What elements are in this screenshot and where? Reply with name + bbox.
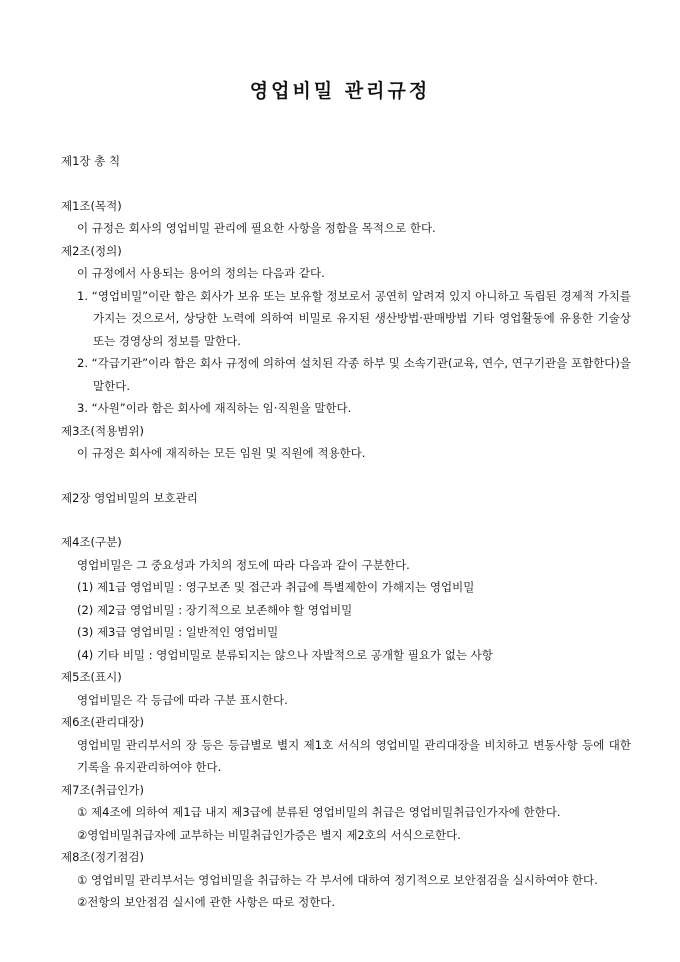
article-7-item: ① 제4조에 의하여 제1급 내지 제3급에 분류된 영업비밀의 취급은 영업비밀취급인가자에 한한다. [77,805,561,819]
article-1-text: 이 규정은 회사의 영업비밀 관리에 필요한 사항을 정함을 목적으로 한다. [77,221,436,235]
article-6-heading: 제6조(관리대장) [61,715,144,729]
document-body [61,150,631,914]
article-2-intro: 이 규정에서 사용되는 용어의 정의는 다음과 같다. [77,266,325,280]
article-2-item: 3. “사원”이라 함은 회사에 재직하는 임·직원을 말한다. [77,401,352,415]
chapter-2-heading: 제2장 영업비밀의 보호관리 [61,490,198,505]
article-3-heading: 제3조(적용범위) [61,423,144,438]
article-4-item: (4) 기타 비밀 : 영업비밀로 분류되지는 않으나 자발적으로 공개할 필요가 없는 사항 [77,647,493,662]
article-8-item: ① 영업비밀 관리부서는 영업비밀을 취급하는 각 부서에 대하여 정기적으로 보안점검을 실시하여야 한다. [77,872,598,887]
article-8-item: ②전항의 보안점검 실시에 관한 사항은 따로 정한다. [77,895,336,909]
article-7-heading: 제7조(취급인가) [61,782,144,797]
article-2-heading: 제2조(정의) [61,243,122,258]
article-2-item: 2. “각급기관”이라 함은 회사 규정에 의하여 설치된 각종 하부 및 소속기관(교육, 연수, 연구기관을 포함한다)을 말한다. [77,356,631,393]
article-4-heading: 제4조(구분) [61,535,122,549]
article-7-item: ②영업비밀취급자에 교부하는 비밀취급인가증은 별지 제2호의 서식으로한다. [77,827,461,842]
article-8-heading: 제8조(정기점검) [61,850,144,864]
article-6-text: 영업비밀 관리부서의 장 등은 등급별로 별지 제1호 서식의 영업비밀 관리대장을 비치하고 변동사항 등에 대한 기록을 유지관리하여야 한다. [77,737,631,774]
document-title: 영업비밀 관리규정 [249,80,431,102]
article-4-item: (3) 제3급 영업비밀 : 일반적인 영업비밀 [77,625,279,639]
article-4-item: (2) 제2급 영업비밀 : 장기적으로 보존해야 할 영업비밀 [77,602,353,617]
article-2-item: 1. “영업비밀”이란 함은 회사가 보유 또는 보유할 정보로서 공연히 알려져 있지 아니하고 독립된 경제적 가치를 가지는 것으로서, 상당한 노력에 의하여 비밀로 유지된 생산방법·판매방법 기타 영업활동에 유용한 기술상 또는 경영상의 정보를 말한다. [77,288,631,348]
article-4-item: (1) 제1급 영업비밀 : 영구보존 및 접근과 취급에 특별제한이 가해지는 영업비밀 [77,580,475,594]
chapter-1-heading: 제1장 총 칙 [61,154,121,168]
article-1-heading: 제1조(목적) [61,198,122,213]
article-5-heading: 제5조(표시) [61,670,122,684]
article-4-intro: 영업비밀은 그 중요성과 가치의 정도에 따라 다음과 같이 구분한다. [77,557,410,572]
article-5-text: 영업비밀은 각 등급에 따라 구분 표시한다. [77,692,288,707]
article-3-text: 이 규정은 회사에 재직하는 모든 임원 및 직원에 적용한다. [77,446,366,460]
